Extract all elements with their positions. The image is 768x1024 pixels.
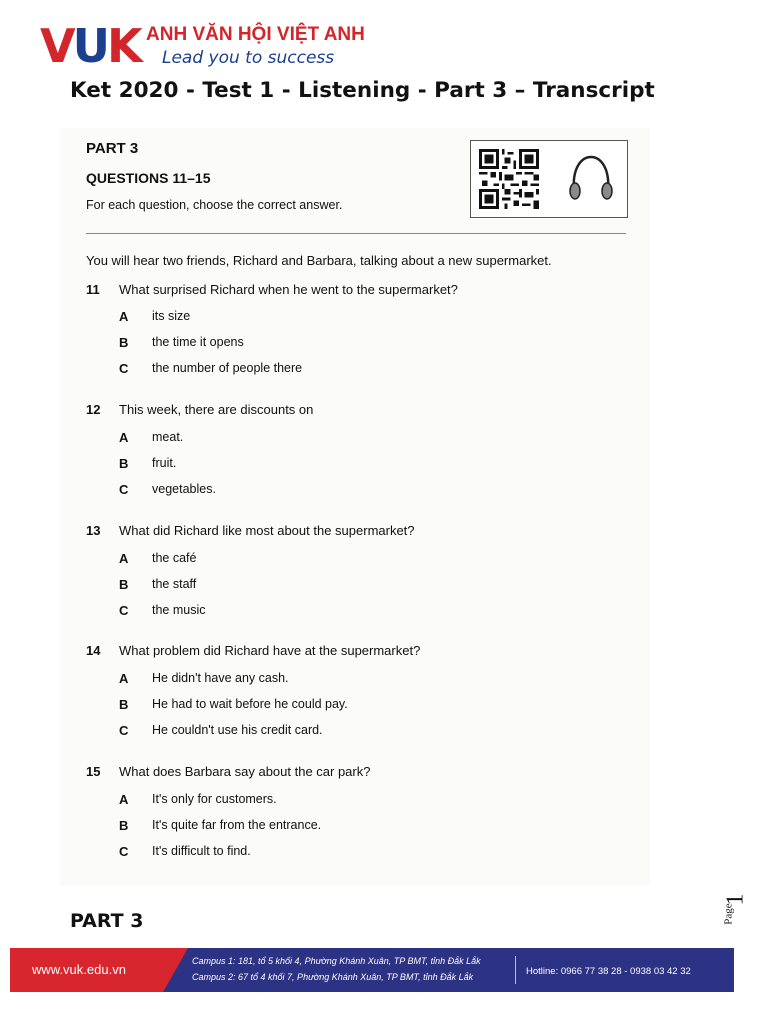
option-b[interactable] — [119, 577, 619, 597]
page-digit: 1 — [722, 893, 749, 906]
divider — [86, 233, 626, 234]
headphones-icon — [566, 153, 616, 205]
option-text: the music — [152, 603, 206, 617]
question-text: What problem did Richard have at the supermarket? — [119, 643, 421, 658]
option-a[interactable] — [119, 671, 619, 691]
option-letter: A — [119, 551, 129, 566]
option-c[interactable] — [119, 482, 619, 502]
footer-campus-2: Campus 2: 67 tổ 4 khối 7, Phường Khánh Xuân, TP BMT, tỉnh Đắk Lắk — [192, 972, 474, 982]
option-text: its size — [152, 309, 191, 323]
page-number — [724, 888, 754, 938]
option-letter: B — [119, 577, 129, 592]
option-a[interactable] — [119, 792, 619, 812]
option-text: He had to wait before he could pay. — [152, 697, 348, 711]
option-letter: C — [119, 844, 129, 859]
option-c[interactable] — [119, 723, 619, 743]
option-b[interactable] — [119, 818, 619, 838]
footer-hotline: Hotline: 0966 77 38 28 - 0938 03 42 32 — [526, 966, 691, 977]
question-text: What surprised Richard when he went to the supermarket? — [119, 282, 458, 297]
qr-code-icon — [479, 149, 539, 209]
option-letter: B — [119, 456, 129, 471]
option-b[interactable] — [119, 697, 619, 717]
option-b[interactable] — [119, 456, 619, 476]
option-text: It's quite far from the entrance. — [152, 818, 322, 832]
option-c[interactable] — [119, 361, 619, 381]
question-number: 13 — [86, 523, 101, 538]
option-letter: A — [119, 430, 129, 445]
logo-tagline: Lead you to success — [162, 48, 335, 68]
footer-bar — [10, 948, 734, 992]
option-text: He couldn't use his credit card. — [152, 723, 323, 737]
option-letter: B — [119, 335, 129, 350]
option-letter: C — [119, 482, 129, 497]
option-text: the number of people there — [152, 361, 303, 375]
page-word: Page — [722, 903, 735, 925]
question-number: 14 — [86, 643, 101, 658]
option-text: the café — [152, 551, 197, 565]
option-letter: A — [119, 792, 129, 807]
option-a[interactable] — [119, 309, 619, 329]
option-letter: B — [119, 818, 129, 833]
option-text: the time it opens — [152, 335, 244, 349]
option-text: It's only for customers. — [152, 792, 277, 806]
option-text: vegetables. — [152, 482, 216, 496]
exam-scan — [60, 128, 650, 886]
footer-divider — [515, 956, 516, 984]
instruction: For each question, choose the correct answer. — [86, 198, 343, 212]
option-letter: C — [119, 723, 129, 738]
footer-website[interactable]: www.vuk.edu.vn — [32, 962, 126, 977]
option-c[interactable] — [119, 844, 619, 864]
option-c[interactable] — [119, 603, 619, 623]
option-text: fruit. — [152, 456, 177, 470]
logo-mark: VUK — [40, 19, 140, 73]
audio-box — [470, 140, 628, 218]
question-text: This week, there are discounts on — [119, 402, 314, 417]
intro-text: You will hear two friends, Richard and Barbara, talking about a new supermarket. — [86, 253, 552, 268]
footer-campus-1: Campus 1: 181, tổ 5 khối 4, Phường Khánh Xuân, TP BMT, tỉnh Đắk Lắk — [192, 956, 481, 966]
question-number: 11 — [86, 282, 100, 297]
option-text: the staff — [152, 577, 197, 591]
option-letter: C — [119, 361, 129, 376]
questions-heading: QUESTIONS 11–15 — [86, 170, 211, 186]
document-title: Ket 2020 - Test 1 - Listening - Part 3 – Transcript — [70, 78, 655, 103]
option-letter: A — [119, 309, 129, 324]
option-text: It's difficult to find. — [152, 844, 251, 858]
part-heading: PART 3 — [86, 140, 139, 157]
question-number: 15 — [86, 764, 101, 779]
option-a[interactable] — [119, 430, 619, 450]
question-text: What did Richard like most about the supermarket? — [119, 523, 415, 538]
option-letter: C — [119, 603, 129, 618]
vuk-logo — [40, 19, 400, 73]
question-number: 12 — [86, 402, 101, 417]
option-letter: A — [119, 671, 129, 686]
option-letter: B — [119, 697, 129, 712]
option-text: meat. — [152, 430, 184, 444]
option-text: He didn't have any cash. — [152, 671, 289, 685]
part-label: PART 3 — [70, 910, 144, 932]
question-text: What does Barbara say about the car park? — [119, 764, 371, 779]
logo-name: ANH VĂN HỘI VIỆT ANH — [146, 24, 365, 45]
option-b[interactable] — [119, 335, 619, 355]
option-a[interactable] — [119, 551, 619, 571]
